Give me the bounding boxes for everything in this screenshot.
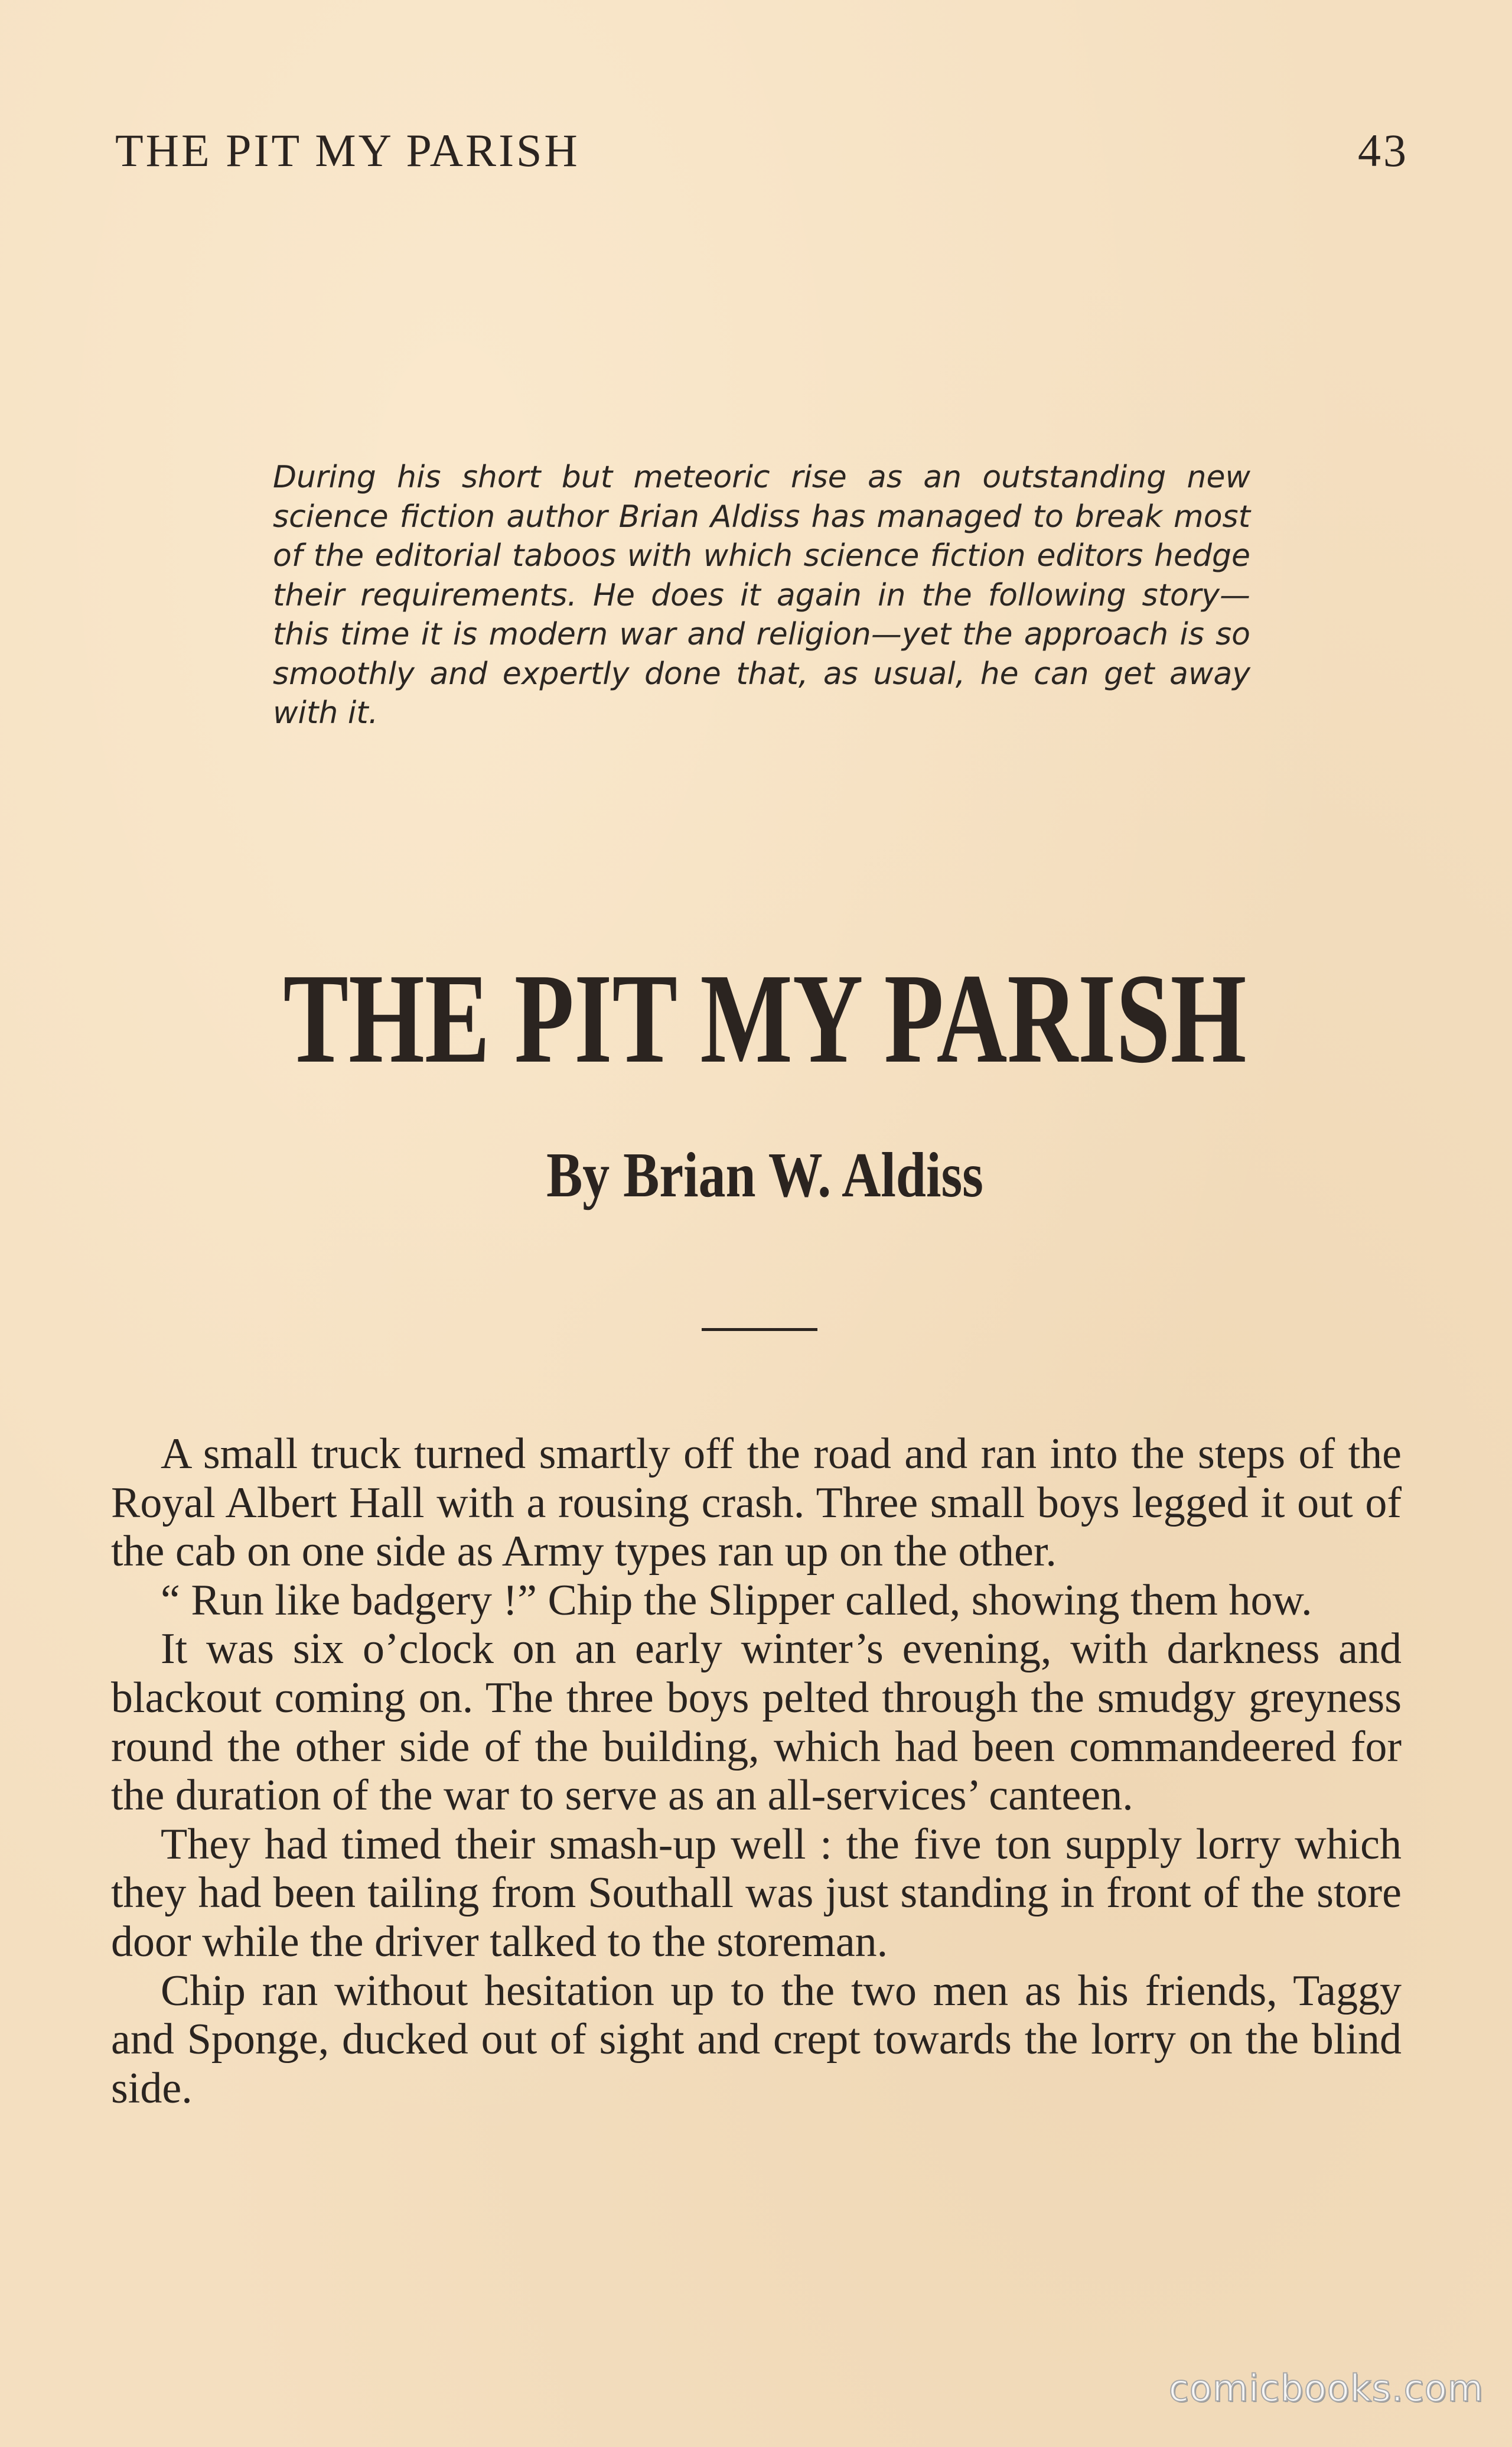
paragraph: It was six o’clock on an early winter’s evening, with darkness and blackout coming on. The three boys pelted through the smudgy greyness round the other side of the building, which had been commandeered for the duration of the war to serve as an all-services’ canteen. [111, 1625, 1402, 1820]
story-body [111, 1430, 1402, 2113]
story-title: THE PIT MY PARISH [283, 948, 1247, 1090]
story-byline: By Brian W. Aldiss [546, 1140, 983, 1211]
watermark: comicbooks.com [1168, 2366, 1484, 2410]
paragraph: A small truck turned smartly off the road and ran into the steps of the Royal Albert Hall with a rousing crash. Three small boys legged it out of the cab on one side as Army types ran up on the other. [111, 1430, 1402, 1576]
page-number: 43 [1358, 125, 1409, 176]
running-head [115, 121, 1409, 180]
paragraph: “ Run like badgery !” Chip the Slipper called, showing them how. [161, 1576, 1312, 1625]
running-title: THE PIT MY PARISH [115, 125, 580, 176]
divider-rule [702, 1328, 817, 1331]
editorial-intro: During his short but meteoric rise as an outstanding new science fiction author Brian Aldiss has managed to break most of the editorial taboos with which science fiction editors hedge their requirements. He does it again in the following story—this time it is modern war and religion—yet the approach is so smoothly and expertly done that, as usual, he can get away with it. [273, 460, 1250, 731]
paragraph: Chip ran without hesitation up to the two men as his friends, Taggy and Sponge, ducked out of sight and crept towards the lorry on the blind side. [111, 1966, 1402, 2113]
paragraph: They had timed their smash-up well : the five ton supply lorry which they had been tailing from Southall was just standing in front of the store door while the driver talked to the storeman. [111, 1820, 1402, 1966]
